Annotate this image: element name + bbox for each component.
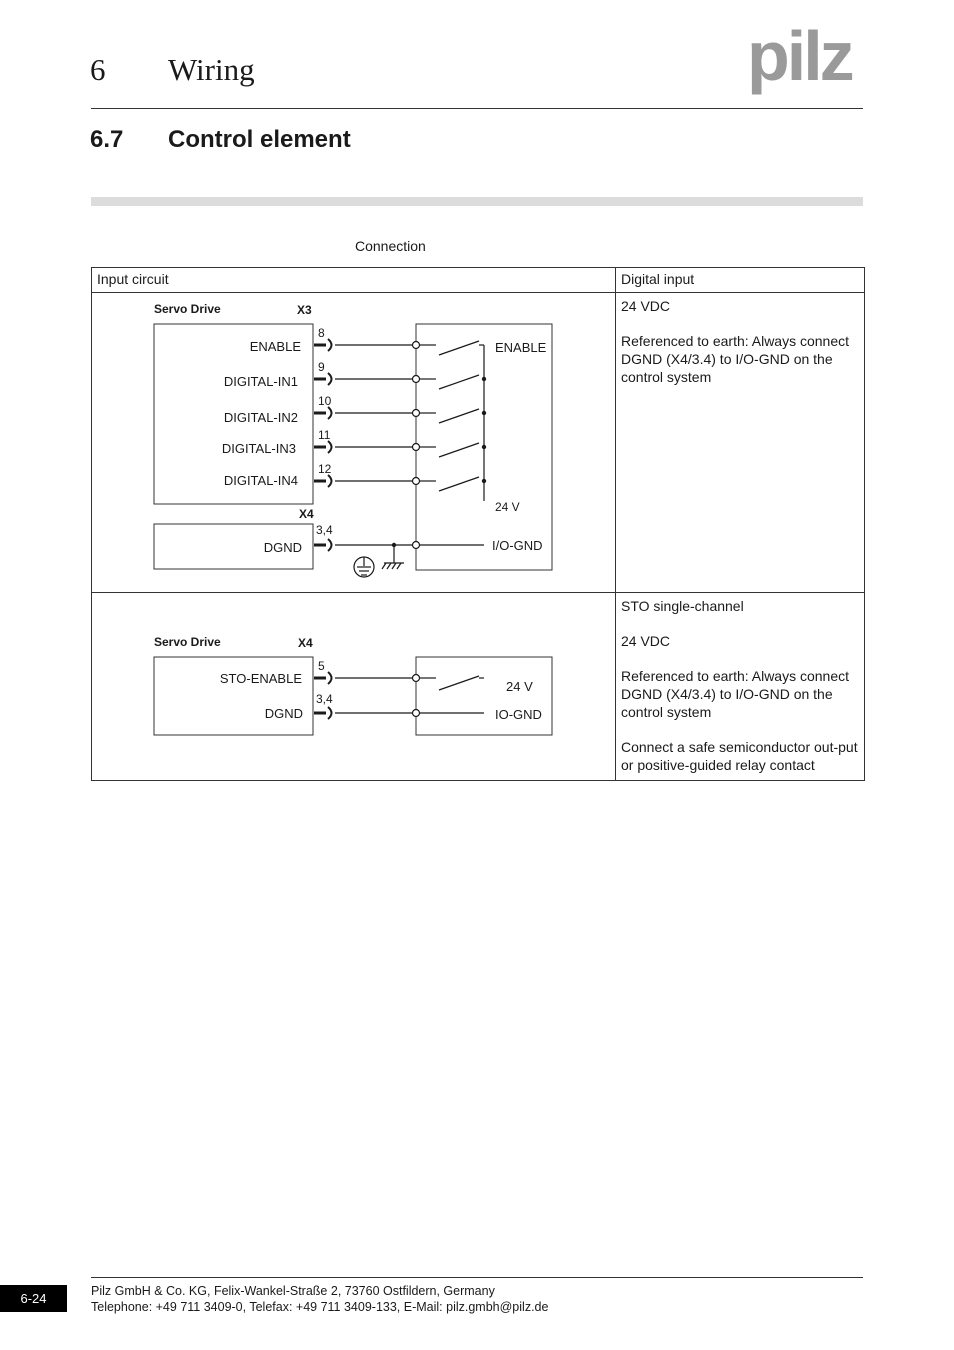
sto-wiring-diagram: [92, 593, 615, 777]
section-number: 6.7: [90, 126, 124, 153]
wire-dgnd: [314, 539, 484, 551]
section-title: Control element: [168, 126, 351, 153]
signal-dgnd: DGND: [264, 706, 303, 721]
right-enable-label: ENABLE: [495, 340, 547, 355]
pin-11: 11: [318, 428, 331, 442]
servo-drive-label: Servo Drive: [154, 635, 221, 649]
table-header-row: [92, 268, 865, 293]
earth-ground: [354, 545, 404, 577]
footer-rule: [91, 1277, 863, 1278]
wire-in4: [314, 475, 436, 487]
right-io-gnd-label: IO-GND: [495, 707, 542, 722]
chapter-title: Wiring: [168, 52, 255, 87]
control-system-box: [416, 657, 552, 735]
table-caption: Connection: [355, 238, 426, 254]
x4-label: X4: [299, 507, 314, 521]
digital-input-description: [616, 293, 865, 593]
pin-9: 9: [318, 360, 325, 374]
pin-3-4: 3,4: [316, 523, 333, 537]
input-circuit-cell: [92, 293, 616, 593]
desc-line: Referenced to earth: Always connect DGND (X4/3.4) to I/O-GND on the control system: [621, 668, 850, 720]
wires: [314, 339, 486, 577]
right-io-gnd-label: I/O-GND: [492, 538, 543, 553]
logo-text: pilz: [747, 22, 852, 95]
footer-contact: Telephone: +49 711 3409-0, Telefax: +49 711 3409-133, E-Mail: pilz.gmbh@pilz.de: [91, 1300, 549, 1314]
wires: [314, 672, 484, 719]
chapter-number: 6: [90, 52, 106, 87]
signal-digital-in3: DIGITAL-IN3: [221, 441, 296, 456]
signal-digital-in1: DIGITAL-IN1: [223, 374, 298, 389]
table-row: [92, 593, 865, 781]
wire-in2: [314, 407, 436, 419]
desc-line: STO single-channel: [621, 598, 744, 614]
signal-digital-in4: DIGITAL-IN4: [223, 473, 298, 488]
desc-line: Referenced to earth: Always connect DGND (X4/3.4) to I/O-GND on the control system: [621, 333, 850, 385]
x3-label: X3: [297, 303, 312, 317]
wire-dgnd: [314, 707, 484, 719]
desc-line: 24 VDC: [621, 298, 671, 314]
pilz-logo: [747, 22, 867, 97]
header-rule: [91, 108, 863, 109]
signal-dgnd: DGND: [263, 540, 302, 555]
right-24v-label: 24 V: [495, 500, 520, 514]
digital-input-wiring-diagram: [92, 293, 615, 589]
table-row: [92, 293, 865, 593]
signal-sto-enable: STO-ENABLE: [219, 671, 302, 686]
desc-line: 24 VDC: [621, 633, 671, 649]
servo-drive-label: Servo Drive: [154, 302, 221, 316]
switches: [439, 341, 484, 501]
x4-label: X4: [298, 636, 313, 650]
pin-3-4: 3,4: [316, 692, 333, 706]
sto-circuit-cell: [92, 593, 616, 781]
header-digital-input: Digital input: [616, 268, 865, 293]
pin-12: 12: [318, 462, 332, 476]
connection-table: [91, 267, 865, 781]
signal-enable: ENABLE: [249, 339, 301, 354]
pin-5: 5: [318, 659, 325, 673]
right-24v-label: 24 V: [506, 679, 533, 694]
switch: [439, 676, 484, 690]
page-number: 6-24: [0, 1285, 67, 1312]
pin-8: 8: [318, 326, 325, 340]
servo-drive-box: [154, 657, 313, 735]
wire-sto-enable: [314, 672, 436, 684]
signal-digital-in2: DIGITAL-IN2: [223, 410, 298, 425]
desc-line: Connect a safe semiconductor out-put or positive-guided relay contact: [621, 739, 858, 773]
wire-in1: [314, 373, 436, 385]
header-input-circuit: Input circuit: [92, 268, 616, 293]
wire-enable: [314, 339, 436, 351]
sto-description: [616, 593, 865, 781]
bus-nodes: [392, 377, 486, 547]
wire-in3: [314, 441, 436, 453]
pin-10: 10: [318, 394, 332, 408]
footer-address: Pilz GmbH & Co. KG, Felix-Wankel-Straße 2, 73760 Ostfildern, Germany: [91, 1284, 495, 1298]
separator-bar: [91, 197, 863, 206]
